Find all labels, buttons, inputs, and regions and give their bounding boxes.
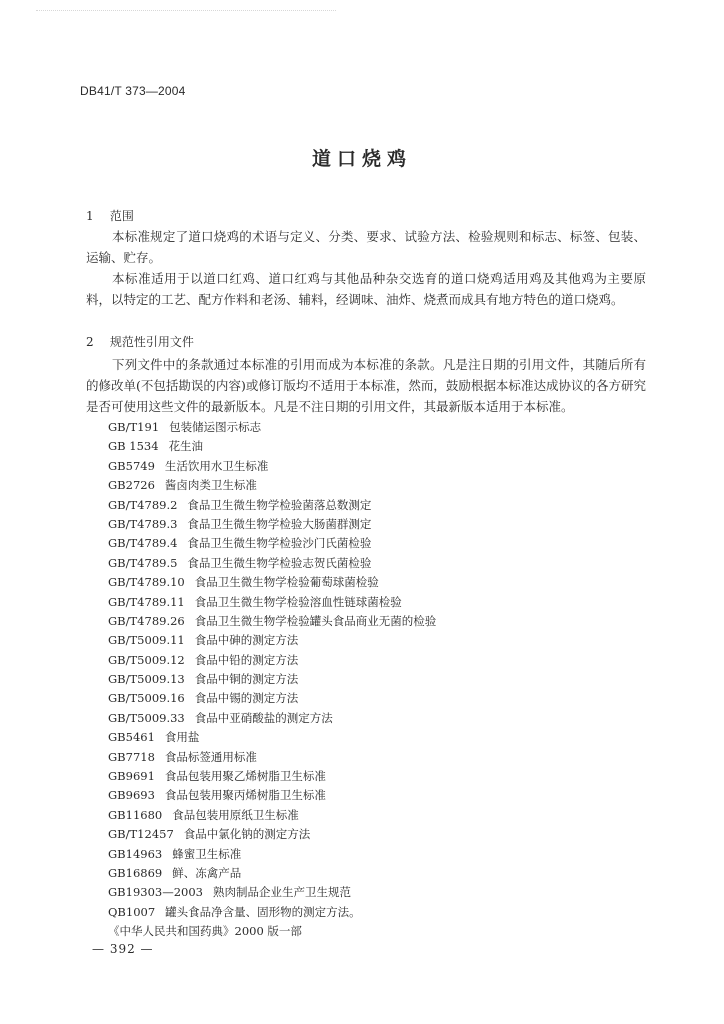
reference-code: GB/T4789.2 [108, 497, 178, 512]
reference-code: GB5461 [108, 730, 155, 745]
reference-item [108, 922, 436, 941]
reference-title: 酱卤肉类卫生标准 [164, 478, 257, 493]
reference-code: GB5749 [108, 458, 155, 473]
reference-title: 鲜、冻禽产品 [172, 865, 242, 880]
reference-list [108, 418, 436, 942]
reference-code: GB/T4789.5 [108, 555, 178, 570]
reference-title: 食品中亚硝酸盐的测定方法 [194, 710, 333, 725]
reference-item [108, 767, 436, 786]
reference-title: 食品卫生微生物学检验大肠菌群测定 [187, 516, 372, 531]
reference-item [108, 825, 436, 844]
references-intro: 下列文件中的条款通过本标准的引用而成为本标准的条款。凡是注日期的引用文件，其随后所有的修改单(不包括勘误的内容)或修订版均不适用于本标准，然而，鼓励根据本标准达成协议的各方研究是否可使用这些文件的最新版本。凡是不注日期的引用文件，其最新版本适用于本标准。 [86, 357, 646, 414]
reference-title: 食品中铜的测定方法 [194, 672, 299, 687]
reference-item [108, 748, 436, 767]
reference-code: GB/T4789.26 [108, 613, 185, 628]
reference-item [108, 476, 436, 495]
reference-item [108, 631, 436, 650]
reference-title: 包装储运图示标志 [169, 420, 262, 434]
reference-title: 食品中铅的测定方法 [194, 652, 299, 667]
reference-title: 花生油 [168, 439, 204, 454]
section-heading-references [86, 333, 194, 350]
reference-code: GB19303—2003 [108, 885, 203, 900]
document-title: 道口烧鸡 [311, 148, 412, 170]
reference-title: 食品包装用原纸卫生标准 [172, 807, 299, 822]
reference-code: GB2726 [108, 478, 155, 493]
reference-title: 食品包装用聚丙烯树脂卫生标准 [164, 788, 326, 803]
reference-item [108, 573, 436, 592]
reference-item [108, 883, 436, 902]
scope-paragraph-1: 本标准规定了道口烧鸡的术语与定义、分类、要求、试验方法、检验规则和标志、标签、包装、运输、贮存。 [86, 229, 646, 265]
reference-item [108, 457, 436, 476]
reference-item [108, 845, 436, 864]
page-number: — 392 — [92, 942, 154, 956]
reference-title: 食品中砷的测定方法 [194, 633, 299, 648]
reference-code: QB1007 [108, 904, 156, 919]
reference-item [108, 534, 436, 553]
reference-item [108, 864, 436, 883]
reference-title: 熟肉制品企业生产卫生规范 [213, 885, 351, 900]
reference-title: 食品卫生微生物学检验溶血性链球菌检验 [194, 594, 402, 609]
reference-item [108, 437, 436, 456]
reference-code: GB/T4789.10 [108, 575, 185, 590]
section-heading-scope [86, 207, 134, 224]
reference-item [108, 651, 436, 670]
reference-item [108, 709, 436, 728]
reference-title: 食品中锡的测定方法 [194, 691, 299, 706]
reference-title: 食品卫生微生物学检验罐头食品商业无菌的检验 [194, 613, 437, 628]
section-number: 2 [86, 335, 94, 349]
reference-item [108, 786, 436, 805]
reference-title: 食品卫生微生物学检验志贺氏菌检验 [187, 555, 372, 570]
reference-item [108, 728, 436, 747]
reference-item [108, 418, 436, 437]
reference-code: GB9691 [108, 769, 155, 784]
reference-code: GB/T5009.11 [108, 633, 185, 648]
section-title: 范围 [109, 209, 134, 223]
reference-code: GB11680 [108, 807, 163, 822]
reference-code: GB/T191 [108, 420, 160, 434]
reference-title: 生活饮用水卫生标准 [164, 458, 269, 473]
reference-item [108, 593, 436, 612]
reference-code: GB16869 [108, 865, 163, 880]
reference-title: 蜂蜜卫生标准 [172, 846, 242, 861]
reference-item [108, 554, 436, 573]
scope-paragraph-2: 本标准适用于以道口红鸡、道口红鸡与其他品种杂交选育的道口烧鸡适用鸡及其他鸡为主要原料，以特定的工艺、配方作料和老汤、辅料，经调味、油炸、烧煮而成具有地方特色的道口烧鸡。 [86, 271, 646, 307]
reference-title: 罐头食品净含量、固形物的测定方法。 [165, 904, 361, 919]
reference-item [108, 670, 436, 689]
reference-item [108, 515, 436, 534]
reference-code: GB/T12457 [108, 827, 174, 842]
reference-title: 食品中氯化钠的测定方法 [183, 827, 311, 842]
reference-item [108, 612, 436, 631]
reference-code: GB7718 [108, 749, 155, 764]
section-title: 规范性引用文件 [109, 335, 194, 349]
reference-code: GB/T5009.13 [108, 672, 185, 687]
reference-title: 食用盐 [164, 730, 200, 745]
reference-title: 食品卫生微生物学检验菌落总数测定 [187, 497, 372, 512]
reference-title: 食品卫生微生物学检验葡萄球菌检验 [194, 575, 379, 590]
reference-title: 《中华人民共和国药典》2000 版一部 [108, 924, 302, 939]
reference-code: GB14963 [108, 846, 163, 861]
reference-code: GB/T5009.33 [108, 710, 185, 725]
reference-title: 食品包装用聚乙烯树脂卫生标准 [164, 769, 326, 784]
reference-code: GB/T5009.12 [108, 652, 185, 667]
reference-code: GB/T4789.11 [108, 594, 185, 609]
reference-item [108, 496, 436, 515]
reference-title: 食品标签通用标准 [164, 749, 257, 764]
section-number: 1 [86, 209, 94, 223]
reference-item [108, 689, 436, 708]
reference-code: GB 1534 [108, 439, 159, 454]
scan-artifact [36, 10, 336, 15]
reference-item [108, 903, 436, 922]
reference-title: 食品卫生微生物学检验沙门氏菌检验 [187, 536, 372, 551]
reference-code: GB/T4789.3 [108, 516, 178, 531]
reference-code: GB/T4789.4 [108, 536, 178, 551]
reference-code: GB/T5009.16 [108, 691, 185, 706]
reference-item [108, 806, 436, 825]
reference-code: GB9693 [108, 788, 155, 803]
standard-code: DB41/T 373—2004 [80, 84, 186, 98]
